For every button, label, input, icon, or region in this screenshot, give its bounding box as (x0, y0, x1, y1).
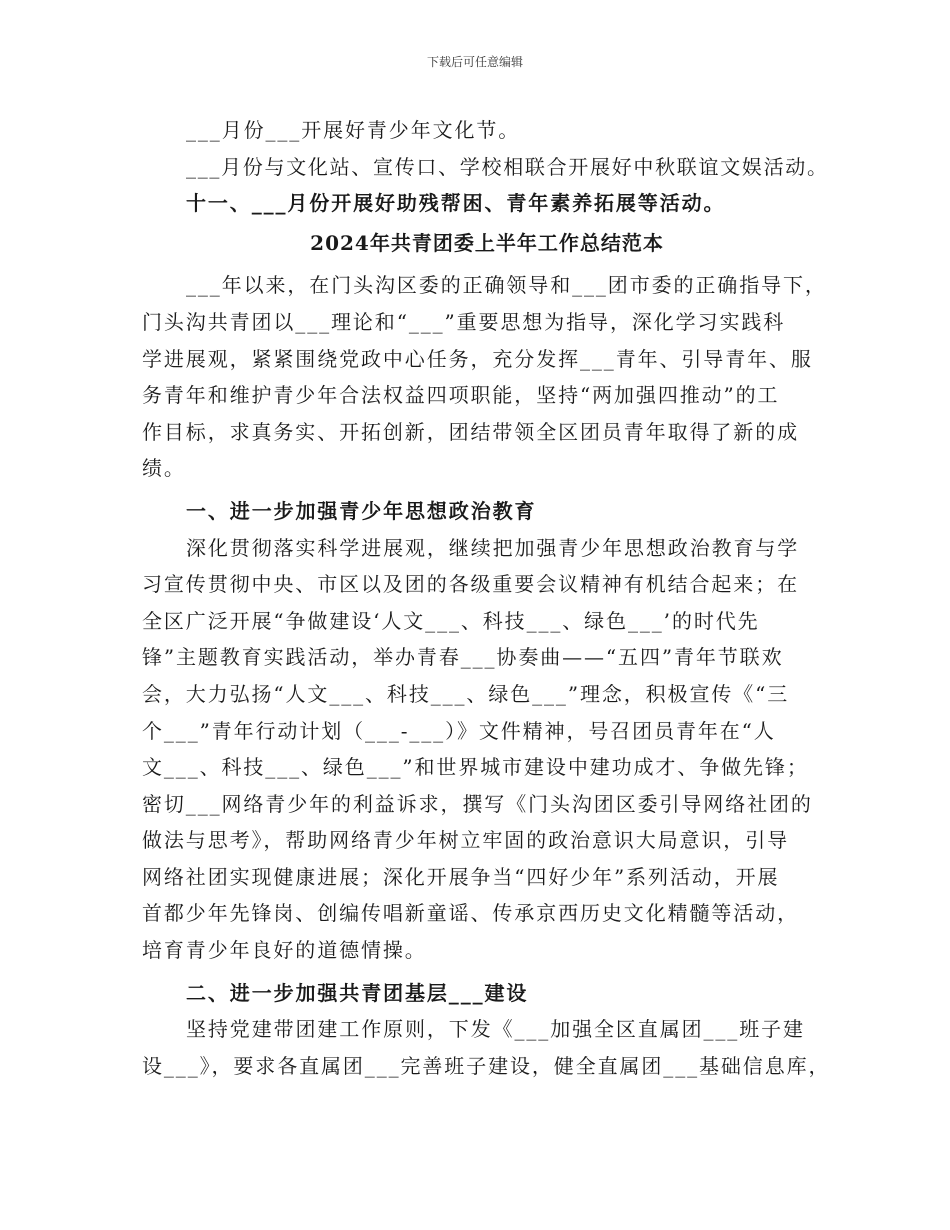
paragraph-line: 个___”青年行动计划（___-___）》文件精神，号召团员青年在“人 (142, 718, 776, 743)
document-title: 2024年共青团委上半年工作总结范本 (310, 230, 664, 255)
paragraph-line: 全区广泛开展“争做建设‘人文___、科技___、绿色___’的时代先 (142, 608, 760, 633)
paragraph-line: 做法与思考》，帮助网络青少年树立牢固的政治意识大局意识，引导 (142, 828, 789, 853)
paragraph-line: 锋”主题教育实践活动，举办青春___协奏曲——“五四”青年节联欢 (142, 645, 784, 670)
paragraph-line: 网络社团实现健康进展；深化开展争当“四好少年”系列活动，开展 (142, 864, 780, 889)
paragraph-line: 密切___网络青少年的利益诉求，撰写《门头沟团区委引导网络社团的 (142, 791, 813, 816)
paragraph-line: 门头沟共青团以___理论和“___”重要思想为指导，深化学习实践科 (142, 309, 786, 334)
paragraph-line: 作目标，求真务实、开拓创新，团结带领全区团员青年取得了新的成 (142, 419, 799, 444)
paragraph-line: 绩。 (142, 456, 186, 481)
paragraph-line: 习宣传贯彻中央、市区以及团的各级重要会议精神有机结合起来；在 (142, 572, 799, 597)
paragraph-line: 深化贯彻落实科学进展观，继续把加强青少年思想政治教育与学 (186, 535, 800, 560)
page-header: 下载后可任意编辑 (426, 55, 523, 69)
paragraph-line: 设___》，要求各直属团___完善班子建设，健全直属团___基础信息库， (142, 1053, 831, 1078)
paragraph-line: 文___、科技___、绿色___”和世界城市建设中建功成才、争做先锋； (142, 755, 809, 780)
paragraph-line: 会，大力弘扬“人文___、科技___、绿色___”理念，积极宣传《“三 (142, 681, 790, 706)
paragraph-line: 坚持党建带团建工作原则，下发《___加强全区直属团___班子建 (186, 1017, 805, 1042)
paragraph-line: 学进展观，紧紧围绕党政中心任务，充分发挥___青年、引导青年、服 (142, 346, 813, 371)
document-body (142, 112, 832, 1084)
intro-heading: 十一、___月份开展好助残帮困、青年素养拓展等活动。 (186, 191, 726, 216)
paragraph-line: 培育青少年良好的道德情操。 (142, 938, 427, 963)
section-heading-2: 二、进一步加强共青团基层___建设 (186, 980, 529, 1005)
paragraph-line: 首都少年先锋岗、创编传唱新童谣、传承京西历史文化精髓等活动， (142, 901, 799, 926)
intro-line: ___月份___开展好青少年文化节。 (186, 118, 521, 142)
intro-line: ___月份与文化站、宣传口、学校相联合开展好中秋联谊文娱活动。 (186, 154, 829, 179)
paragraph-line: 务青年和维护青少年合法权益四项职能，坚持“两加强四推动”的工 (142, 383, 780, 408)
paragraph-line: ___年以来，在门头沟区委的正确领导和___团市委的正确指导下， (186, 273, 827, 298)
section-heading-1: 一、进一步加强青少年思想政治教育 (186, 498, 537, 523)
